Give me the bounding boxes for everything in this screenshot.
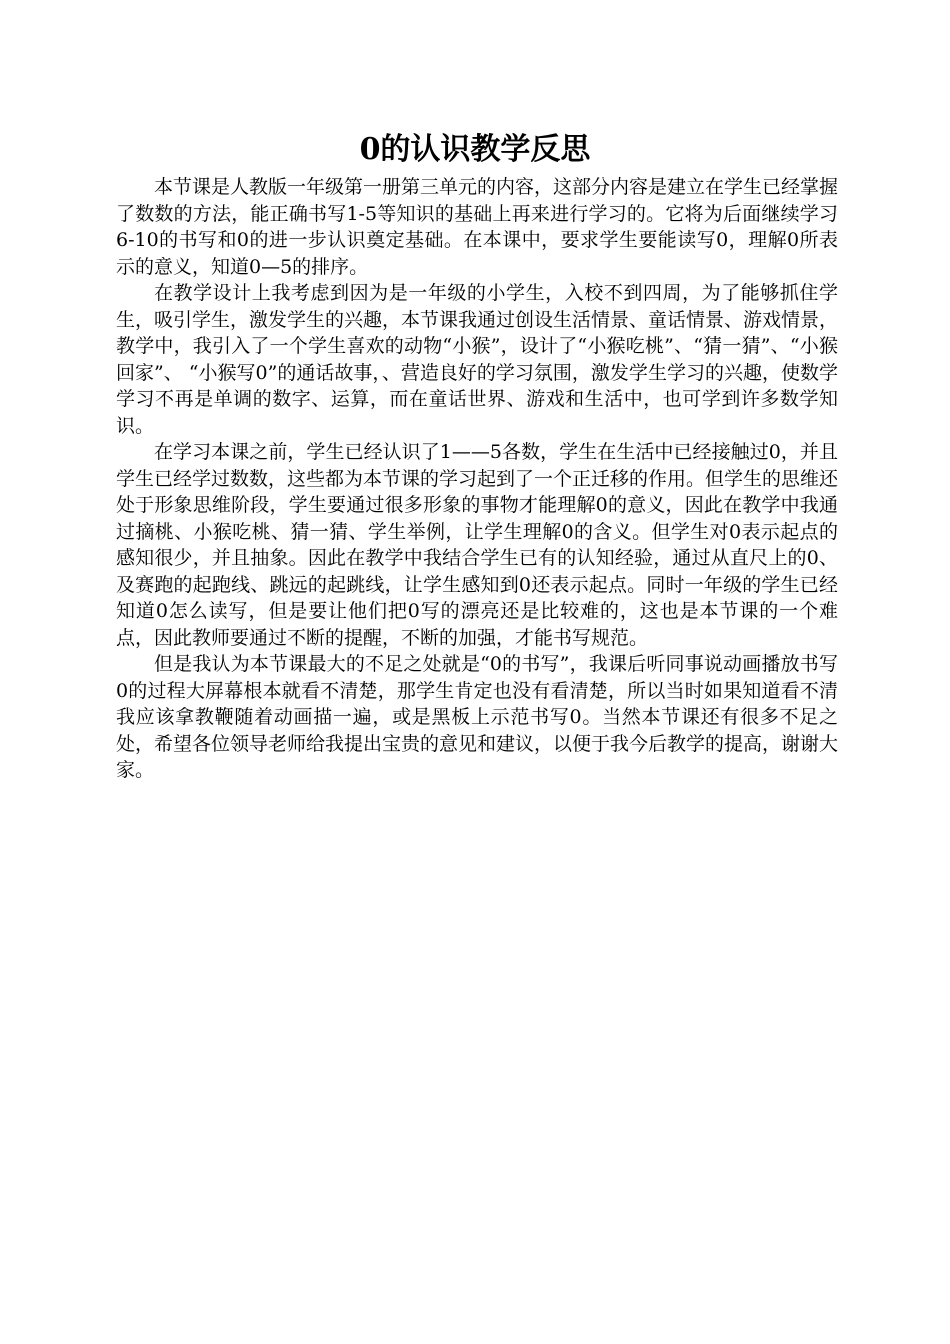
paragraph-4: 但是我认为本节课最大的不足之处就是“0的书写”，我课后听同事说动画播放书写0的过程大屏幕根本就看不清楚，那学生肯定也没有看清楚，所以当时如果知道看不清我应该拿教鞭随着动画描一遍，或是黑板上示范书写0。当然本节课还有很多不足之处，希望各位领导老师给我提出宝贵的意见和建议，以便于我今后教学的提高，谢谢大家。 xyxy=(116,653,839,781)
document-title: 0的认识教学反思 xyxy=(359,132,591,167)
paragraph-2: 在教学设计上我考虑到因为是一年级的小学生，入校不到四周，为了能够抓住学生，吸引学生，激发学生的兴趣，本节课我通过创设生活情景、童话情景、游戏情景，教学中，我引入了一个学生喜欢的动物“小猴”，设计了“小猴吃桃”、“猜一猜”、“小猴回家”、 “小猴写0”的通话故事，、营造良好的学习氛围，激发学生学习的兴趣，使数学学习不再是单调的数字、运算，而在童话世界、游戏和生活中，也可学到许多数学知识。 xyxy=(116,282,839,437)
paragraph-3: 在学习本课之前，学生已经认识了1——5各数，学生在生活中已经接触过0，并且学生已经学过数数，这些都为本节课的学习起到了一个正迁移的作用。但学生的思维还处于形象思维阶段，学生要通过很多形象的事物才能理解0的意义，因此在教学中我通过摘桃、小猴吃桃、猜一猜、学生举例，让学生理解0的含义。但学生对0表示起点的感知很少，并且抽象。因此在教学中我结合学生已有的认知经验，通过从直尺上的0、及赛跑的起跑线、跳远的起跳线，让学生感知到0还表示起点。同时一年级的学生已经知道0怎么读写，但是要让他们把0写的漂亮还是比较难的，这也是本节课的一个难点，因此教师要通过不断的提醒，不断的加强，才能书写规范。 xyxy=(116,441,839,649)
paragraph-1: 本节课是人教版一年级第一册第三单元的内容，这部分内容是建立在学生已经掌握了数数的方法，能正确书写1-5等知识的基础上再来进行学习的。它将为后面继续学习6-10的书写和0的进一步认识奠定基础。在本课中，要求学生要能读写0，理解0所表示的意义，知道0—5的排序。 xyxy=(116,176,839,278)
document-body xyxy=(116,174,838,784)
